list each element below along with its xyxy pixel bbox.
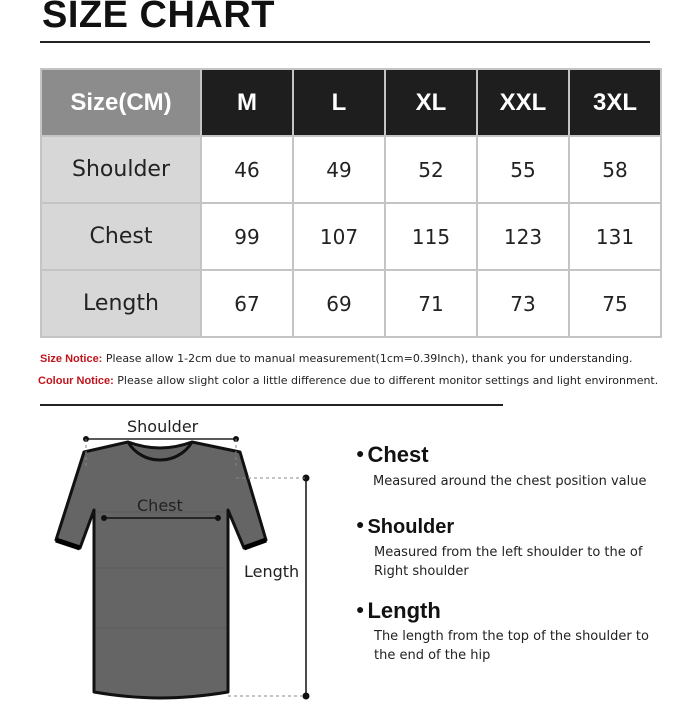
table-cell: 69 <box>293 270 385 337</box>
shoulder-feature-title: ● Shoulder <box>356 516 455 538</box>
table-cell: 49 <box>293 136 385 203</box>
table-cell: 46 <box>201 136 293 203</box>
table-cell: 58 <box>569 136 661 203</box>
table-cell: 99 <box>201 203 293 270</box>
size-notice-text: Please allow 1-2cm due to manual measurement(1cm=0.39Inch), thank you for understanding. <box>105 352 633 365</box>
length-feature-desc: The length from the top of the shoulder to the end of the hip <box>374 629 649 663</box>
table-row <box>41 270 661 337</box>
table-cell: 75 <box>569 270 661 337</box>
colour-notice-text: Please allow slight color a little difference due to different monitor settings and light environment. <box>117 374 659 387</box>
table-cell: 52 <box>385 136 477 203</box>
table-row <box>41 136 661 203</box>
bullet-icon: ● <box>356 445 365 461</box>
row-label-shoulder: Shoulder <box>41 136 201 203</box>
size-l-header: L <box>293 69 385 136</box>
table-cell: 107 <box>293 203 385 270</box>
section-divider <box>40 404 503 406</box>
bullet-icon: ● <box>356 516 365 532</box>
chest-diagram-label: Chest <box>137 496 183 515</box>
length-diagram-label: Length <box>244 562 300 581</box>
table-cell: 131 <box>569 203 661 270</box>
bullet-icon: ● <box>356 601 365 617</box>
table-cell: 55 <box>477 136 569 203</box>
size-xxl-header: XXL <box>477 69 569 136</box>
table-header-row <box>41 69 661 136</box>
length-feature-title: ● Length <box>356 598 441 623</box>
table-cell: 71 <box>385 270 477 337</box>
row-label-chest: Chest <box>41 203 201 270</box>
size-3xl-header: 3XL <box>569 69 661 136</box>
row-label-length: Length <box>41 270 201 337</box>
size-xl-header: XL <box>385 69 477 136</box>
shoulder-feature-desc: Measured from the left shoulder to the of Right shoulder <box>374 545 643 579</box>
table-row <box>41 203 661 270</box>
page-title: SIZE CHART <box>42 0 275 36</box>
table-cell: 67 <box>201 270 293 337</box>
shoulder-diagram-label: Shoulder <box>127 417 199 436</box>
tshirt-illustration <box>0 408 340 700</box>
size-notice-label: Size Notice: <box>40 353 103 365</box>
colour-notice-label: Colour Notice: <box>38 375 114 387</box>
title-divider <box>40 41 650 43</box>
table-cell: 115 <box>385 203 477 270</box>
size-notice <box>40 352 632 365</box>
measurement-diagram <box>0 408 340 700</box>
table-cell: 73 <box>477 270 569 337</box>
table-cell: 123 <box>477 203 569 270</box>
chest-feature-desc: Measured around the chest position value <box>373 474 647 489</box>
size-table <box>40 68 662 338</box>
tshirt-shape <box>56 442 266 698</box>
size-header-cell: Size(CM) <box>41 69 201 136</box>
colour-notice <box>38 374 658 387</box>
chest-feature-title: ● Chest <box>356 442 429 467</box>
size-m-header: M <box>201 69 293 136</box>
